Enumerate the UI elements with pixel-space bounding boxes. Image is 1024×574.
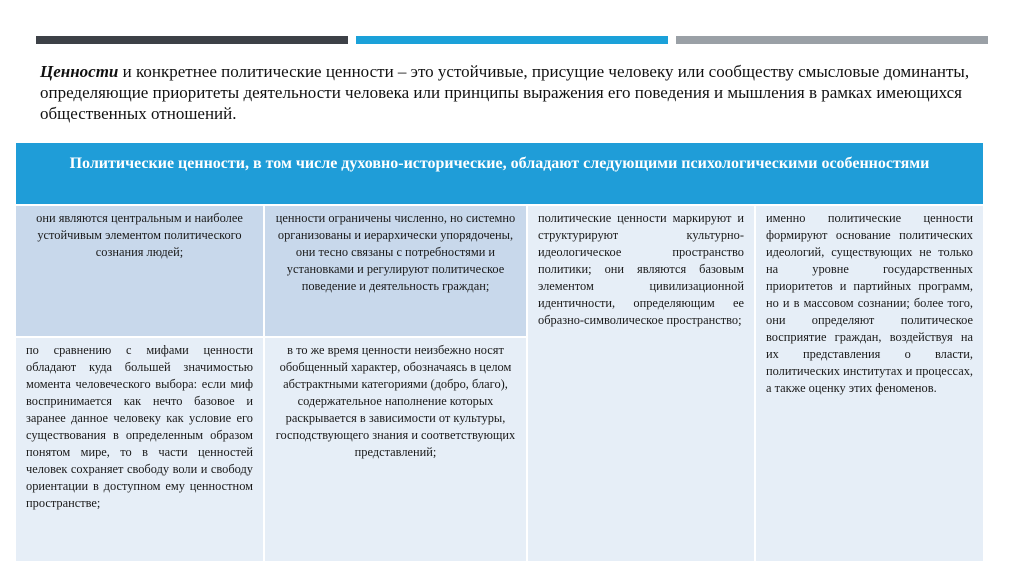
table-cell: именно политические ценности формируют основание политических идеологий, существующих не только на уровне государственных приоритетов и партийных программ, но и в массовом сознании; более того, они определяют политическое восприятие граждан, воздействуя на их представления о власти, политических институтах и процессах, а также оценку этих феноменов. [756, 206, 983, 561]
gray-bar [676, 36, 988, 44]
blue-bar [356, 36, 668, 44]
table-cell: политические ценности маркируют и структурируют культурно-идеологическое пространство политики; они являются базовым элементом цивилизационной идентичности, определяющим ее образно-символическое пространство; [528, 206, 754, 561]
table-header: Политические ценности, в том числе духовно-исторические, обладают следующими психологическими особенностями [16, 143, 983, 204]
intro-paragraph [40, 61, 975, 124]
table-cell: они являются центральным и наиболее устойчивым элементом политического сознания людей; [16, 206, 263, 336]
intro-term: Ценности [40, 62, 119, 81]
intro-text: и конкретнее политические ценности – это устойчивые, присущие человеку или сообществу смысловые доминанты, определяющие приоритеты деятельности человека или принципы выражения его поведения и мышления в рамках имеющихся общественных отношений. [40, 62, 970, 123]
table-cell: ценности ограничены численно, но системно организованы и иерархически упорядочены, они тесно связаны с потребностями и установками и регулируют политическое поведение и деятельность граждан; [265, 206, 526, 336]
decorative-header-bars [36, 36, 988, 44]
dark-bar [36, 36, 348, 44]
values-table [16, 143, 983, 561]
table-cell: по сравнению с мифами ценности обладают куда большей значимостью момента человеческого выбора: если миф воспринимается как нечто базовое и заранее данное человеку как условие его существования в определенным образом понятом мире, то в части ценностей человек сохраняет свободу воли и свободу ориентации в доступном ему ценностном пространстве; [16, 338, 263, 561]
table-cell: в то же время ценности неизбежно носят обобщенный характер, обозначаясь в целом абстрактными категориями (добро, благо), содержательное наполнение которых раскрывается в зависимости от культуры, господствующего знания и соответствующих представлений; [265, 338, 526, 561]
